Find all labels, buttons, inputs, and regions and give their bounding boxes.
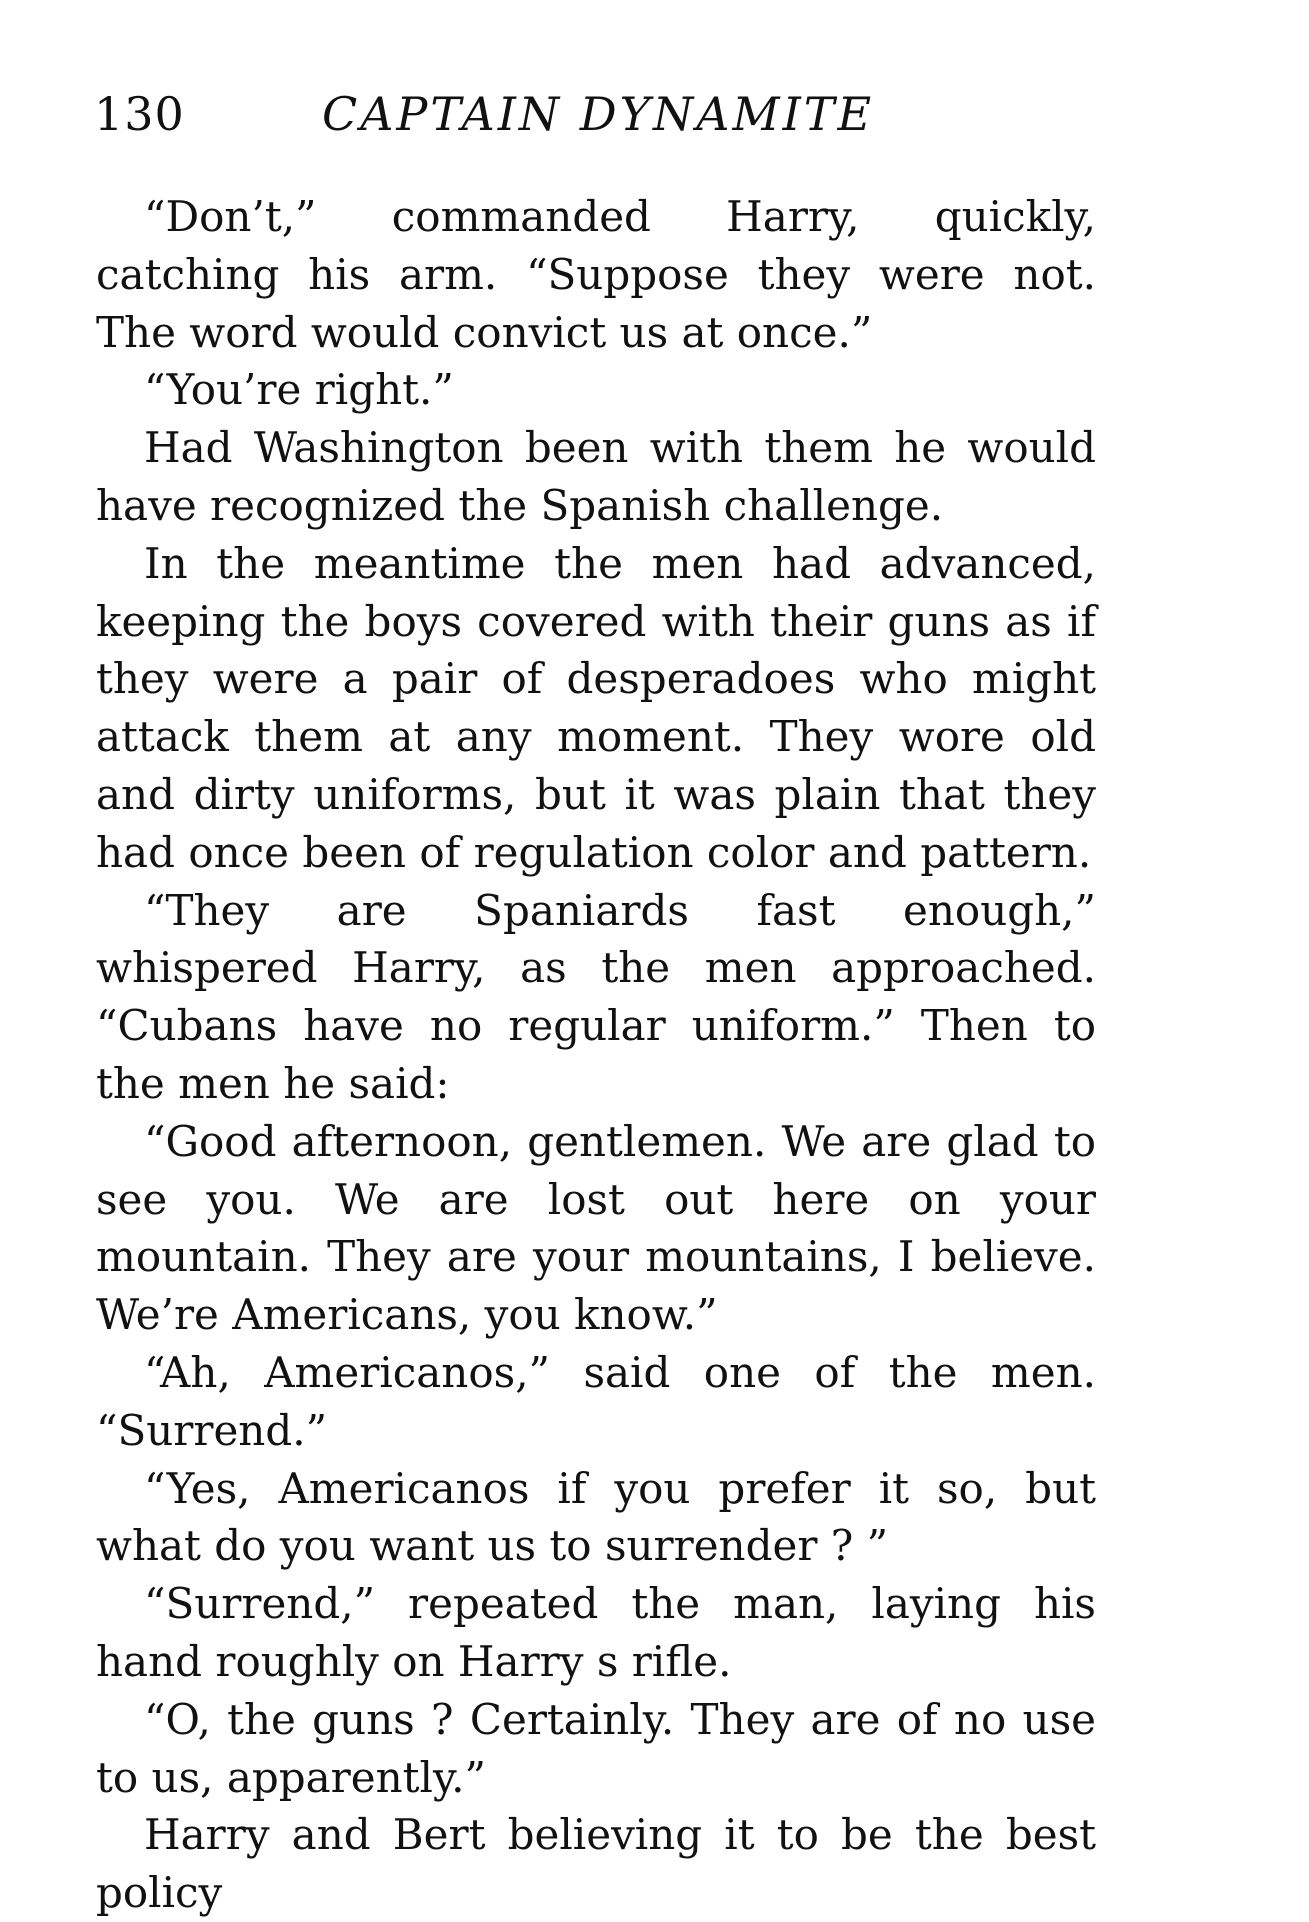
paragraph: “O, the guns ? Certainly. They are of no use to us, apparently.” <box>96 1694 1096 1802</box>
paragraph: Had Washington been with them he would have recognized the Spanish challenge. <box>96 423 1096 530</box>
paragraph: In the meantime the men had advanced, keeping the boys covered with their guns as if they were a pair of desperadoes who might attack them at any moment. They wore old and dirty uniforms, but it was plain that they had once been of regulation color and pattern. <box>96 538 1096 877</box>
running-head <box>94 80 1094 150</box>
page-number: 130 <box>94 87 185 141</box>
paragraph: “Surrend,” repeated the man, laying his hand roughly on Harry s rifle. <box>96 1579 1096 1686</box>
paragraph: “They are Spaniards fast enough,” whispered Harry, as the men approached. “Cubans have no regular uniform.” Then to the men he said: <box>96 885 1096 1108</box>
paragraph: Harry and Bert believing it to be the best policy <box>96 1810 1096 1918</box>
running-title: CAPTAIN DYNAMITE <box>322 87 875 141</box>
paragraph: “Good afternoon, gentlemen. We are glad to see you. We are lost out here on your mountain. They are your mountains, I believe. We’re Americans, you know.” <box>96 1116 1096 1340</box>
paragraph: “You’re right.” <box>144 365 454 415</box>
paragraph: “Don’t,” commanded Harry, quickly, catching his arm. “Suppose they were not. The word would convict us at once.” <box>96 192 1096 357</box>
body-text <box>96 188 1096 1922</box>
paragraph: “Ah, Americanos,” said one of the men. “Surrend.” <box>96 1347 1096 1455</box>
paragraph: “Yes, Americanos if you prefer it so, but what do you want us to surrender ? ” <box>96 1463 1096 1571</box>
